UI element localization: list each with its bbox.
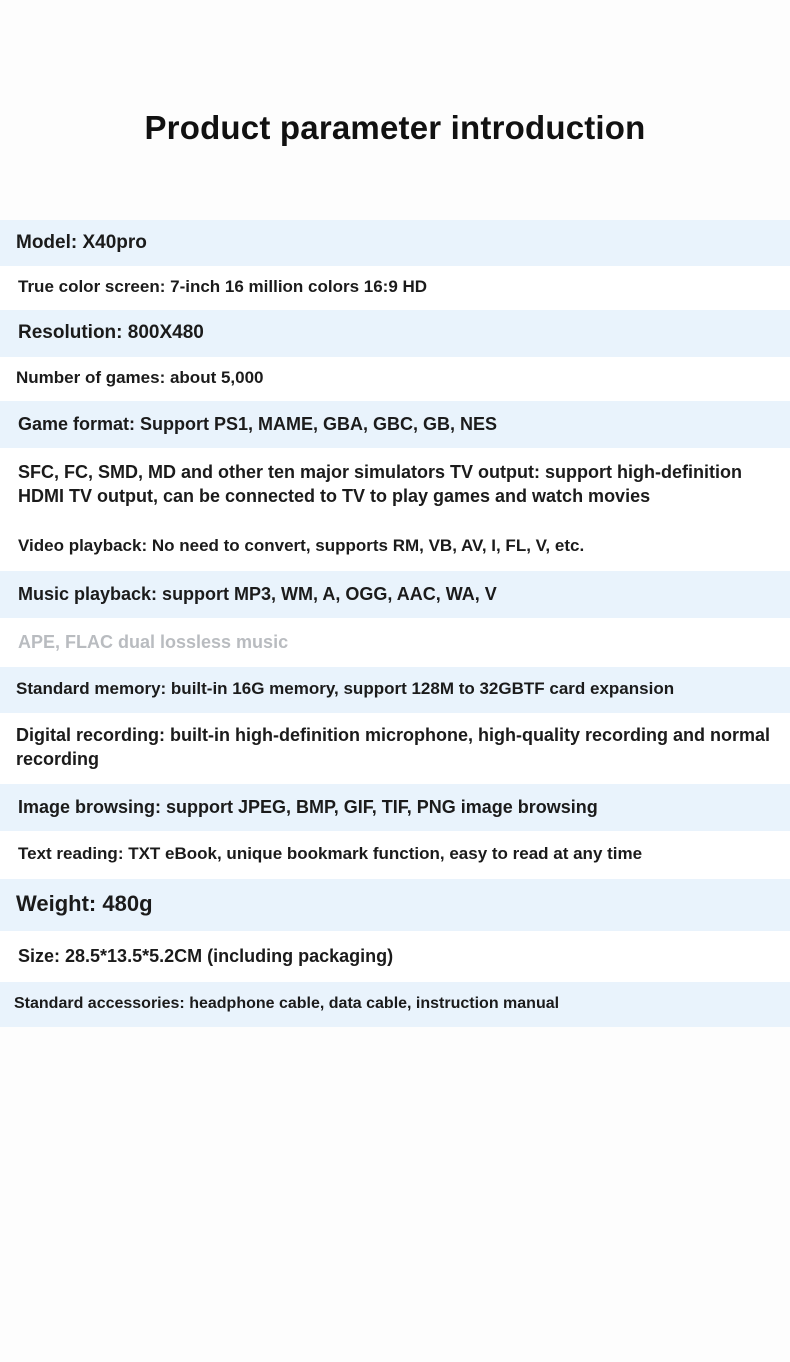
spec-game-format: Game format: Support PS1, MAME, GBA, GBC, GB, NES [18,413,498,434]
spec-row [0,401,790,448]
spec-row [0,784,790,831]
spec-row [0,448,790,523]
spec-video-playback: Video playback: No need to convert, supports RM, VB, AV, I, FL, V, etc. [18,535,585,555]
spec-row [0,220,790,267]
spec-image-browsing: Image browsing: support JPEG, BMP, GIF, TIF, PNG image browsing [18,796,598,817]
spec-row [0,310,790,357]
spec-row [0,931,790,982]
spec-resolution: Resolution: 800X480 [18,322,204,344]
spec-model: Model: X40pro [16,231,147,253]
spec-row [0,713,790,784]
spec-standard-accessories: Standard accessories: headphone cable, data cable, instruction manual [14,994,560,1012]
spec-row [0,667,790,713]
spec-size: Size: 28.5*13.5*5.2CM (including packaging) [18,945,394,966]
spec-music-playback: Music playback: support MP3, WM, A, OGG, AAC, WA, V [18,583,497,604]
spec-weight: Weight: 480g [16,890,153,916]
spec-number-of-games: Number of games: about 5,000 [16,367,264,387]
spec-digital-recording: Digital recording: built-in high-definition microphone, high-quality recording and normal recording [16,725,770,770]
spec-lossless-music: APE, FLAC dual lossless music [18,631,289,652]
spec-list [0,220,790,1027]
page-title: Product parameter introduction [144,109,646,146]
spec-row [0,879,790,931]
spec-row [0,618,790,667]
spec-row [0,982,790,1027]
spec-true-color-screen: True color screen: 7-inch 16 million colors 16:9 HD [18,277,428,297]
spec-text-reading: Text reading: TXT eBook, unique bookmark function, easy to read at any time [18,844,643,863]
spec-row [0,266,790,310]
spec-standard-memory: Standard memory: built-in 16G memory, support 128M to 32GBTF card expansion [16,679,675,699]
spec-row [0,357,790,401]
spec-row [0,571,790,618]
spec-row [0,523,790,571]
spec-row [0,831,790,879]
spec-simulators-tv-output: SFC, FC, SMD, MD and other ten major simulators TV output: support high-definition HDMI TV output, can be connected to TV to play games and watch movies [18,462,742,507]
